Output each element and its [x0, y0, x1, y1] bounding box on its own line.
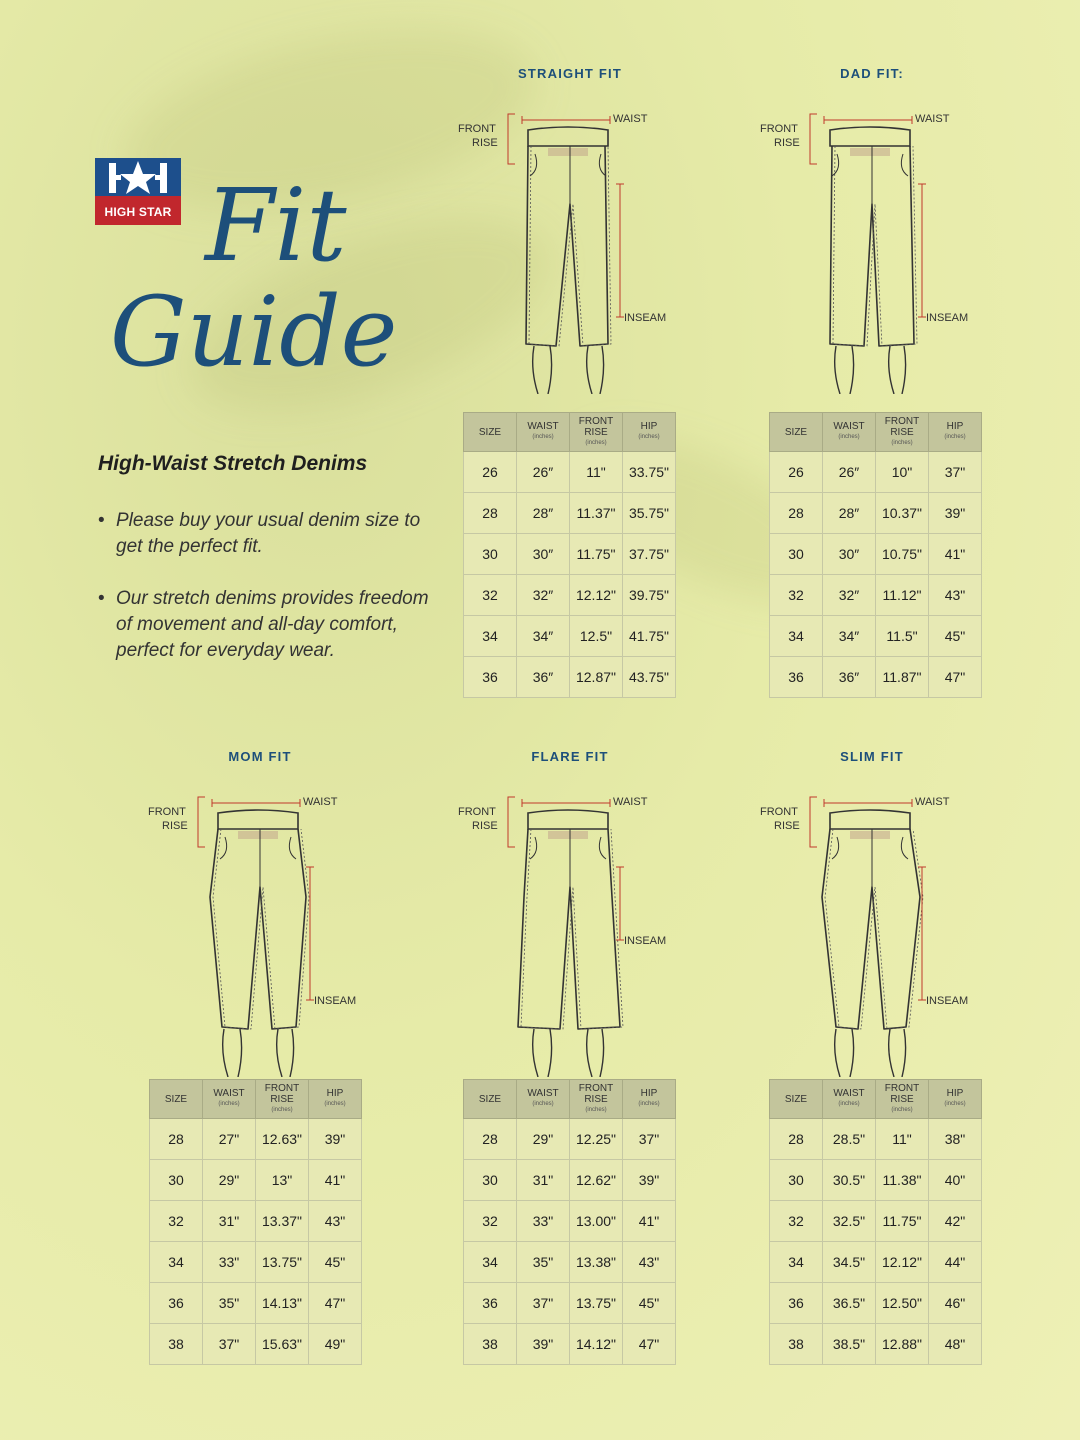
table-cell: 32	[770, 1201, 823, 1242]
label-rise: RISE	[472, 137, 498, 149]
table-header	[464, 1080, 676, 1119]
table-cell: 32	[770, 575, 823, 616]
header-hip: HIP (inches)	[929, 1080, 982, 1119]
table-cell: 37.75"	[623, 534, 676, 575]
subtitle: High-Waist Stretch Denims	[98, 452, 368, 475]
table-cell: 37"	[929, 452, 982, 493]
jeans-diagram-icon	[420, 94, 720, 399]
table-cell: 11.75"	[570, 534, 623, 575]
table-cell: 26	[770, 452, 823, 493]
table-cell: 36″	[517, 657, 570, 698]
table-cell: 43"	[309, 1201, 362, 1242]
info-bullets	[98, 508, 443, 690]
header-waist: WAIST (inches)	[823, 413, 876, 452]
table-cell: 13.75"	[256, 1242, 309, 1283]
table-row	[464, 493, 676, 534]
table-cell: 11.12"	[876, 575, 929, 616]
table-cell: 32	[150, 1201, 203, 1242]
table-header	[770, 1080, 982, 1119]
table-cell: 36	[464, 1283, 517, 1324]
table-cell: 30	[464, 534, 517, 575]
table-cell: 12.88"	[876, 1324, 929, 1365]
label-rise: RISE	[472, 820, 498, 832]
table-cell: 36″	[823, 657, 876, 698]
table-row	[770, 534, 982, 575]
table-cell: 11"	[570, 452, 623, 493]
table-cell: 39.75"	[623, 575, 676, 616]
table-row	[464, 1242, 676, 1283]
table-cell: 28	[770, 493, 823, 534]
jeans-diagram-icon	[110, 777, 410, 1082]
table-cell: 43"	[623, 1242, 676, 1283]
size-table-flare	[463, 1079, 676, 1365]
jeans-diagram-icon	[722, 94, 1022, 399]
header-waist: WAIST (inches)	[517, 413, 570, 452]
label-waist: WAIST	[303, 796, 338, 808]
title-line1: Fit	[205, 167, 347, 284]
header-size: SIZE	[770, 413, 823, 452]
table-cell: 13.75"	[570, 1283, 623, 1324]
table-row	[770, 1160, 982, 1201]
table-cell: 34	[464, 1242, 517, 1283]
label-inseam: INSEAM	[624, 312, 667, 324]
table-cell: 37"	[623, 1119, 676, 1160]
header-size: SIZE	[464, 1080, 517, 1119]
table-cell: 38	[770, 1324, 823, 1365]
table-cell: 40"	[929, 1160, 982, 1201]
table-cell: 32.5"	[823, 1201, 876, 1242]
table-cell: 47"	[623, 1324, 676, 1365]
label-inseam: INSEAM	[926, 995, 969, 1007]
header-size: SIZE	[150, 1080, 203, 1119]
size-table-mom	[149, 1079, 362, 1365]
header-front-rise: FRONT RISE (inches)	[570, 413, 623, 452]
table-row	[770, 452, 982, 493]
fit-title: MOM FIT	[228, 749, 292, 764]
table-cell: 29"	[203, 1160, 256, 1201]
table-cell: 49"	[309, 1324, 362, 1365]
table-cell: 12.12"	[876, 1242, 929, 1283]
table-cell: 28	[464, 1119, 517, 1160]
header-front-rise: FRONT RISE (inches)	[876, 1080, 929, 1119]
table-cell: 28	[464, 493, 517, 534]
header-hip: HIP (inches)	[309, 1080, 362, 1119]
table-header	[770, 413, 982, 452]
table-cell: 12.12"	[570, 575, 623, 616]
table-cell: 27"	[203, 1119, 256, 1160]
label-inseam: INSEAM	[624, 935, 667, 947]
table-cell: 12.25"	[570, 1119, 623, 1160]
table-row	[464, 1119, 676, 1160]
table-cell: 34″	[517, 616, 570, 657]
header-size: SIZE	[770, 1080, 823, 1119]
table-cell: 11.75"	[876, 1201, 929, 1242]
table-cell: 12.62"	[570, 1160, 623, 1201]
table-row	[464, 1201, 676, 1242]
table-cell: 30″	[823, 534, 876, 575]
table-cell: 43"	[929, 575, 982, 616]
table-row	[770, 1324, 982, 1365]
label-front: FRONT	[458, 806, 496, 818]
title-line2: Guide	[110, 276, 398, 388]
label-rise: RISE	[774, 137, 800, 149]
table-cell: 28.5"	[823, 1119, 876, 1160]
table-cell: 48"	[929, 1324, 982, 1365]
table-cell: 39"	[929, 493, 982, 534]
jeans-diagram-icon	[722, 777, 1022, 1082]
label-rise: RISE	[774, 820, 800, 832]
label-front: FRONT	[148, 806, 186, 818]
table-cell: 12.63"	[256, 1119, 309, 1160]
table-cell: 47"	[309, 1283, 362, 1324]
table-cell: 33.75"	[623, 452, 676, 493]
table-cell: 44"	[929, 1242, 982, 1283]
size-table-slim	[769, 1079, 982, 1365]
header-front-rise: FRONT RISE (inches)	[876, 413, 929, 452]
label-front: FRONT	[760, 123, 798, 135]
table-header	[150, 1080, 362, 1119]
table-cell: 10"	[876, 452, 929, 493]
table-cell: 41.75"	[623, 616, 676, 657]
table-cell: 12.50"	[876, 1283, 929, 1324]
header-front-rise: FRONT RISE (inches)	[256, 1080, 309, 1119]
label-inseam: INSEAM	[926, 312, 969, 324]
table-cell: 31"	[517, 1160, 570, 1201]
table-cell: 38	[464, 1324, 517, 1365]
table-cell: 30″	[517, 534, 570, 575]
table-row	[770, 1201, 982, 1242]
table-row	[464, 452, 676, 493]
table-cell: 45"	[623, 1283, 676, 1324]
table-cell: 11.5"	[876, 616, 929, 657]
table-row	[464, 616, 676, 657]
table-cell: 35"	[203, 1283, 256, 1324]
table-cell: 28	[770, 1119, 823, 1160]
table-row	[464, 1160, 676, 1201]
header-size: SIZE	[464, 413, 517, 452]
table-cell: 33"	[517, 1201, 570, 1242]
table-row	[150, 1119, 362, 1160]
bullet-item: • Our stretch denims provides freedom of movement and all-day comfort, perfect for everyday wear.	[98, 586, 443, 664]
table-cell: 26	[464, 452, 517, 493]
table-cell: 14.12"	[570, 1324, 623, 1365]
size-table-straight	[463, 412, 676, 698]
table-cell: 32″	[823, 575, 876, 616]
table-cell: 28	[150, 1119, 203, 1160]
table-row	[464, 657, 676, 698]
table-cell: 28″	[823, 493, 876, 534]
table-cell: 30	[464, 1160, 517, 1201]
table-cell: 11.38"	[876, 1160, 929, 1201]
table-cell: 12.87"	[570, 657, 623, 698]
table-cell: 35.75"	[623, 493, 676, 534]
table-row	[150, 1324, 362, 1365]
label-front: FRONT	[458, 123, 496, 135]
table-cell: 10.75"	[876, 534, 929, 575]
table-row	[464, 534, 676, 575]
table-cell: 13"	[256, 1160, 309, 1201]
table-row	[770, 1283, 982, 1324]
fit-title: STRAIGHT FIT	[518, 66, 622, 81]
table-cell: 26″	[517, 452, 570, 493]
table-row	[150, 1160, 362, 1201]
table-cell: 32″	[517, 575, 570, 616]
table-row	[770, 616, 982, 657]
table-row	[770, 657, 982, 698]
table-cell: 30	[770, 1160, 823, 1201]
table-cell: 47"	[929, 657, 982, 698]
fit-guide-title	[100, 150, 400, 400]
label-front: FRONT	[760, 806, 798, 818]
table-cell: 32	[464, 575, 517, 616]
table-cell: 45"	[309, 1242, 362, 1283]
table-cell: 34	[150, 1242, 203, 1283]
header-hip: HIP (inches)	[929, 413, 982, 452]
table-cell: 38"	[929, 1119, 982, 1160]
table-cell: 10.37"	[876, 493, 929, 534]
table-cell: 12.5"	[570, 616, 623, 657]
label-waist: WAIST	[915, 796, 950, 808]
table-cell: 43.75"	[623, 657, 676, 698]
table-cell: 36	[464, 657, 517, 698]
label-inseam: INSEAM	[314, 995, 357, 1007]
table-cell: 30.5"	[823, 1160, 876, 1201]
table-cell: 15.63"	[256, 1324, 309, 1365]
table-row	[150, 1201, 362, 1242]
table-cell: 37"	[203, 1324, 256, 1365]
jeans-diagram-icon	[420, 777, 720, 1082]
table-cell: 13.37"	[256, 1201, 309, 1242]
label-waist: WAIST	[613, 796, 648, 808]
table-row	[464, 1283, 676, 1324]
table-cell: 36	[770, 657, 823, 698]
table-cell: 36	[770, 1283, 823, 1324]
table-cell: 34″	[823, 616, 876, 657]
table-cell: 35"	[517, 1242, 570, 1283]
table-cell: 31"	[203, 1201, 256, 1242]
table-cell: 30	[770, 534, 823, 575]
header-hip: HIP (inches)	[623, 1080, 676, 1119]
table-cell: 34	[770, 1242, 823, 1283]
table-cell: 38	[150, 1324, 203, 1365]
table-cell: 34	[464, 616, 517, 657]
table-cell: 32	[464, 1201, 517, 1242]
header-waist: WAIST (inches)	[517, 1080, 570, 1119]
size-table-dad	[769, 412, 982, 698]
fit-title: DAD FIT:	[840, 66, 904, 81]
fit-title: SLIM FIT	[840, 749, 904, 764]
table-cell: 11.87"	[876, 657, 929, 698]
table-cell: 39"	[623, 1160, 676, 1201]
table-cell: 39"	[309, 1119, 362, 1160]
table-row	[150, 1283, 362, 1324]
table-cell: 34.5"	[823, 1242, 876, 1283]
table-header	[464, 413, 676, 452]
table-cell: 11.37"	[570, 493, 623, 534]
table-cell: 14.13"	[256, 1283, 309, 1324]
table-cell: 38.5"	[823, 1324, 876, 1365]
table-cell: 39"	[517, 1324, 570, 1365]
table-cell: 28″	[517, 493, 570, 534]
table-cell: 45"	[929, 616, 982, 657]
table-row	[464, 575, 676, 616]
table-cell: 37"	[517, 1283, 570, 1324]
bullet-item: • Please buy your usual denim size to get the perfect fit.	[98, 508, 443, 560]
header-waist: WAIST (inches)	[203, 1080, 256, 1119]
table-cell: 36.5"	[823, 1283, 876, 1324]
header-front-rise: FRONT RISE (inches)	[570, 1080, 623, 1119]
table-cell: 34	[770, 616, 823, 657]
header-hip: HIP (inches)	[623, 413, 676, 452]
table-row	[150, 1242, 362, 1283]
table-cell: 41"	[929, 534, 982, 575]
label-waist: WAIST	[613, 113, 648, 125]
table-row	[770, 493, 982, 534]
fit-title: FLARE FIT	[531, 749, 609, 764]
table-cell: 11"	[876, 1119, 929, 1160]
header-waist: WAIST (inches)	[823, 1080, 876, 1119]
table-cell: 41"	[623, 1201, 676, 1242]
label-rise: RISE	[162, 820, 188, 832]
table-cell: 42"	[929, 1201, 982, 1242]
table-cell: 13.00"	[570, 1201, 623, 1242]
table-cell: 13.38"	[570, 1242, 623, 1283]
table-cell: 46"	[929, 1283, 982, 1324]
table-row	[464, 1324, 676, 1365]
table-cell: 30	[150, 1160, 203, 1201]
table-cell: 29"	[517, 1119, 570, 1160]
brand-name: HIGH STAR	[95, 196, 181, 225]
table-row	[770, 1242, 982, 1283]
table-row	[770, 575, 982, 616]
table-cell: 36	[150, 1283, 203, 1324]
table-row	[770, 1119, 982, 1160]
label-waist: WAIST	[915, 113, 950, 125]
table-cell: 26″	[823, 452, 876, 493]
table-cell: 41"	[309, 1160, 362, 1201]
table-cell: 33"	[203, 1242, 256, 1283]
